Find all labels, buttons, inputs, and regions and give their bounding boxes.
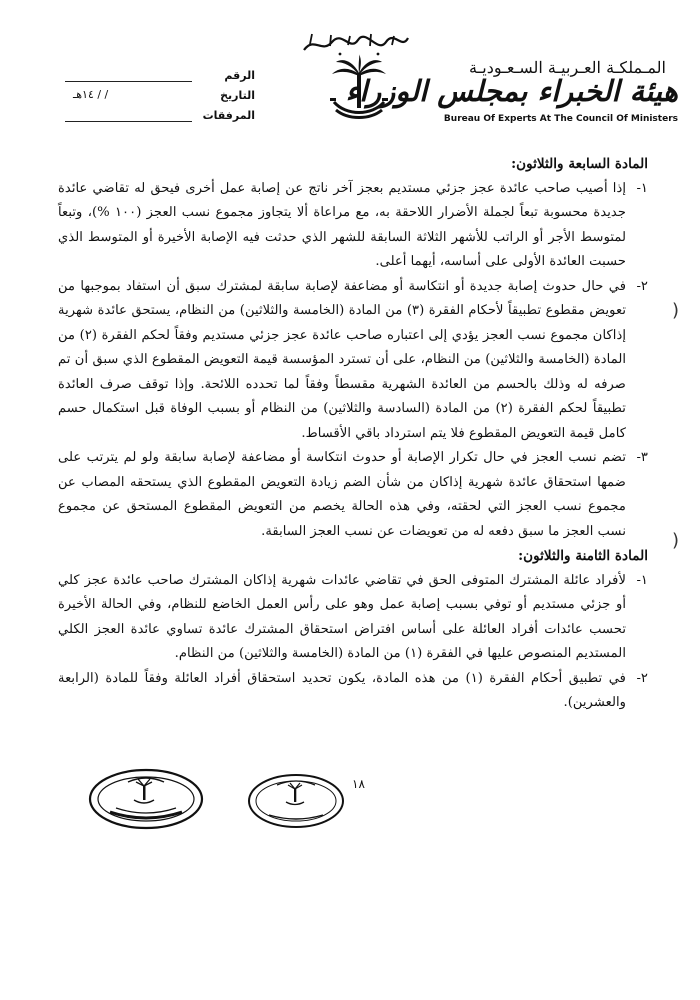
- official-seal-left: [88, 768, 204, 830]
- reference-block: [65, 62, 255, 122]
- article-37-item-3: [58, 446, 648, 544]
- item-number: ١-: [636, 572, 648, 588]
- article-37-heading: المادة السابعة والثلاثون:: [511, 156, 648, 172]
- reference-date-row: [65, 82, 255, 102]
- country-name: المـملكـة العـربيـة السـعـوديـة: [469, 58, 666, 77]
- organization-name-english: Bureau Of Experts At The Council Of Ministers: [443, 114, 678, 124]
- official-seal-right: [247, 773, 345, 829]
- item-number: ٢-: [636, 670, 648, 686]
- reference-attachments-line: [65, 109, 192, 122]
- article-38-heading: المادة الثامنة والثلاثون:: [518, 548, 648, 564]
- item-number: ٢-: [636, 278, 648, 294]
- reference-date-label: التاريخ: [220, 89, 255, 102]
- article-37-item-1: [58, 177, 648, 275]
- item-number: ١-: [636, 180, 648, 196]
- article-38-item-1: [58, 569, 648, 667]
- reference-date-value: / / ١٤هـ: [73, 88, 109, 101]
- organization-name-arabic: هيئة الخبراء بمجلس الوزراء: [345, 74, 678, 108]
- reference-number-row: [65, 62, 255, 82]
- article-37-item-2: [58, 275, 648, 447]
- item-text: في تطبيق أحكام الفقرة (١) من هذه المادة، يكون تحديد استحقاق أفراد العائلة وفقاً للمادة (الرابعة والعشرين).: [58, 670, 626, 710]
- reference-number-line: [65, 69, 192, 82]
- item-text: تضم نسب العجز في حال تكرار الإصابة أو حدوث انتكاسة أو مضاعفة لإصابة سابقة ولو لم يترتب على ضمها استحقاق عائدة شهرية إذاكان من شأن الضم زيادة التعويض المقطوع الذي يستحقه المصاب عن مجموع نسب العجز التي لحقته، وفي هذه الحالة يخصم من التعويض المقطوع المستحق عن مجموع نسب العجز ما سبق دفعه له من تعويضات عن نسب العجز السابقة.: [58, 450, 626, 539]
- document-body: [58, 152, 648, 716]
- reference-number-label: الرقم: [224, 69, 255, 82]
- article-38-item-2: [58, 667, 648, 716]
- item-text: في حال حدوث إصابة جديدة أو انتكاسة أو مضاعفة لإصابة سابقة لمشترك سبق أن استفاد بموجبها من تعويض مقطوع تطبيقاً لأحكام الفقرة (٣) من المادة (الخامسة والثلاثين) من النظام، يستحق عائدة شهرية إذاكان مجموع نسب العجز يؤدي إلى اعتباره صاحب عائدة عجز جزئي مستديم وفقاً لحكم الفقرة (٢) من المادة (الخامسة والثلاثين) من النظام، على أن تسترد المؤسسة قيمة التعويض المقطوع الذي سبق أن تم صرفه له وذلك بالحسم من العائدة الشهرية مقسطاً وفقاً لما تحدده اللائحة. وإذا توقف صرف العائدة تطبيقاً لحكم الفقرة (٢) من المادة (السادسة والثلاثين) من النظام أو بسبب الوفاة قبل استكمال حسم كامل قيمة التعويض المقطوع فلا يتم استرداد باقي الأقساط.: [58, 278, 627, 441]
- reference-attachments-label: المرفقات: [202, 109, 255, 122]
- item-text: لأفراد عائلة المشترك المتوفى الحق في تقاضي عائدات شهرية إذاكان المشترك صاحب عائدة عجز كلي أو جزئي مستديم أو توفي بسبب إصابة عمل وهو على رأس العمل الخاضع للنظام، وفي الحالة الأخيرة تحسب عائدات أفراد العائلة على أساس افتراض استحقاق المشترك عائدة تساوي عائدة العجز الكلي المستديم المنصوص عليها في الفقرة (١) من المادة (الخامسة والثلاثين) من النظام.: [58, 572, 626, 661]
- item-text: إذا أصيب صاحب عائدة عجز جزئي مستديم بعجز آخر ناتج عن إصابة عمل أخرى فيحق له تقاضي عائدة جديدة محسوبة تبعاً لجملة الأضرار اللاحقة به، مع مراعاة ألا يتجاوز مجموع نسب العجز (١٠٠ %)، وتبعاً لمتوسط الأجر أو الراتب للأشهر الثلاثة السابقة للشهر الذي حدثت فيه الإصابة الأخيرة أو المتوسط الذي حسبت العائدة الأولى على أساسه، أيهما أعلى.: [58, 180, 626, 269]
- page-number: ١٨: [352, 777, 365, 791]
- margin-mark: ): [672, 530, 680, 551]
- item-number: ٣-: [636, 450, 648, 465]
- margin-mark: ): [672, 300, 680, 321]
- reference-attachments-row: [65, 102, 255, 122]
